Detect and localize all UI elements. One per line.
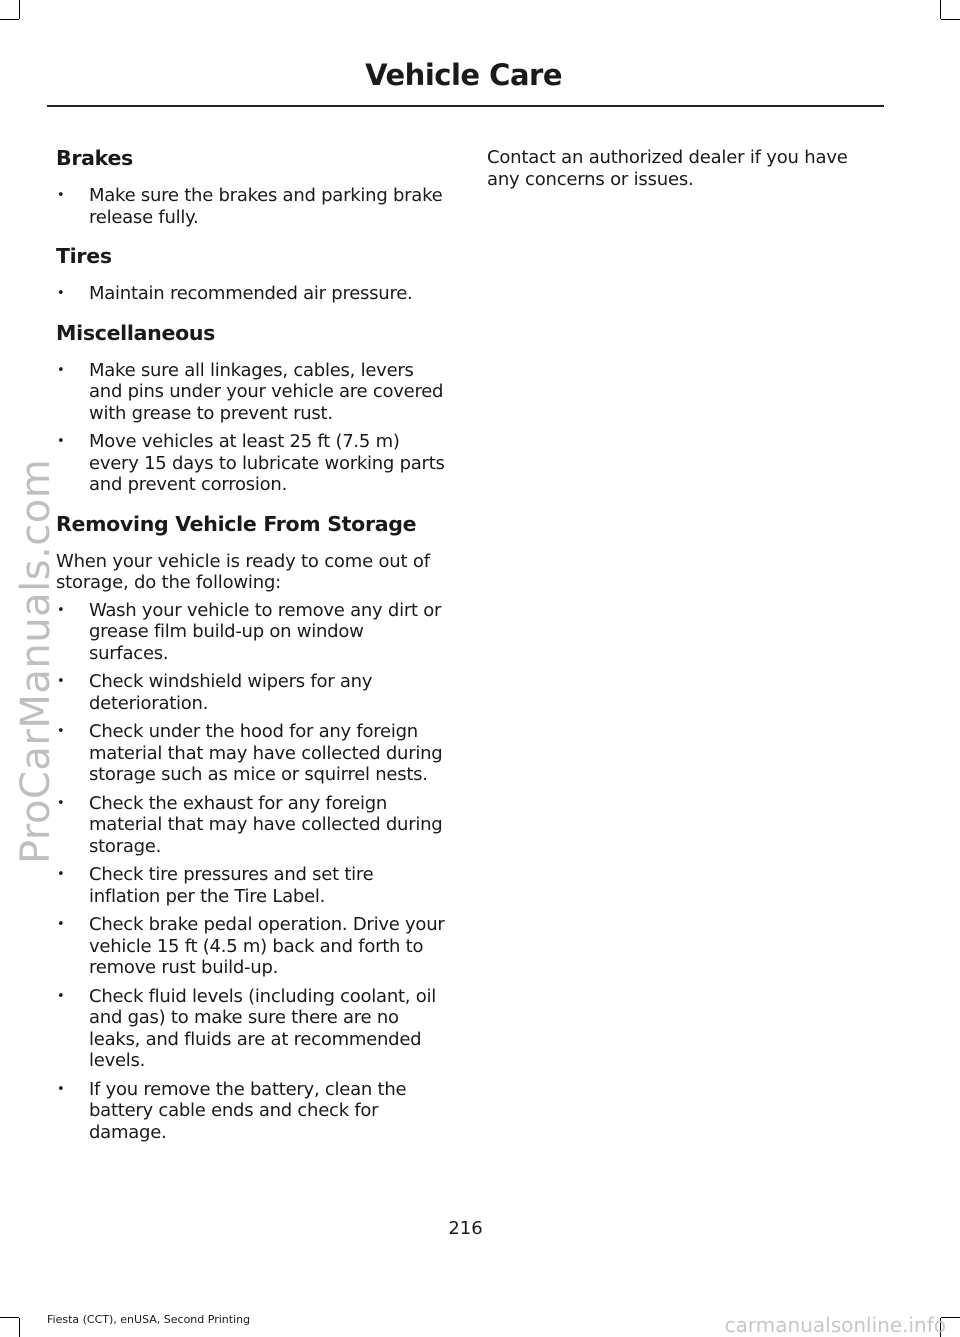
list-item: • Move vehicles at least 25 ft (7.5 m) every 15 days to lubricate working parts and prevent corrosion. <box>56 431 448 496</box>
page-number: 216 <box>448 1218 483 1239</box>
heading-removing-storage: Removing Vehicle From Storage <box>56 511 417 536</box>
misc-list <box>56 360 448 496</box>
list-item: • Check tire pressures and set tire inflation per the Tire Label. <box>56 864 448 907</box>
list-item: • Make sure all linkages, cables, levers and pins under your vehicle are covered with grease to prevent rust. <box>56 360 448 425</box>
list-item: • Make sure the brakes and parking brake release fully. <box>56 185 448 228</box>
section-brakes <box>56 144 448 228</box>
page-title: Vehicle Care <box>365 58 562 92</box>
heading-miscellaneous: Miscellaneous <box>56 320 216 345</box>
heading-brakes: Brakes <box>56 146 133 170</box>
section-miscellaneous <box>56 319 448 496</box>
crop-mark <box>940 0 941 19</box>
crop-mark <box>941 19 960 20</box>
removing-intro: When your vehicle is ready to come out of storage, do the following: <box>56 550 430 593</box>
crop-mark <box>0 19 19 20</box>
heading-tires: Tires <box>56 244 112 268</box>
brakes-list <box>56 185 448 228</box>
list-item: • Check fluid levels (including coolant, oil and gas) to make sure there are no leaks, and fluids are at recommended levels. <box>56 986 448 1072</box>
left-column <box>56 144 448 1157</box>
dealer-contact-text: Contact an authorized dealer if you have any concerns or issues. <box>487 147 848 190</box>
list-item: • Check the exhaust for any foreign material that may have collected during storage. <box>56 793 448 858</box>
list-item: • Wash your vehicle to remove any dirt or grease film build-up on window surfaces. <box>56 600 448 665</box>
right-column <box>487 147 872 190</box>
printing-info: Fiesta (CCT), enUSA, Second Printing <box>47 1313 251 1326</box>
tires-list <box>56 283 448 305</box>
list-item: • Check brake pedal operation. Drive your vehicle 15 ft (4.5 m) back and forth to remove rust build-up. <box>56 914 448 979</box>
crop-mark <box>19 1318 20 1337</box>
removing-list <box>56 600 448 1144</box>
crop-mark <box>19 0 20 19</box>
list-item: • If you remove the battery, clean the battery cable ends and check for damage. <box>56 1079 448 1144</box>
list-item: • Maintain recommended air pressure. <box>56 283 448 305</box>
side-watermark: ProCarManuals.com <box>13 458 59 864</box>
list-item: • Check under the hood for any foreign material that may have collected during storage such as mice or squirrel nests. <box>56 721 448 786</box>
section-tires <box>56 242 448 305</box>
crop-mark <box>0 1317 19 1318</box>
bottom-watermark: carmanualsonline.info <box>724 1313 946 1337</box>
section-removing-storage <box>56 510 448 1144</box>
title-divider <box>47 105 884 107</box>
list-item: • Check windshield wipers for any deterioration. <box>56 671 448 714</box>
